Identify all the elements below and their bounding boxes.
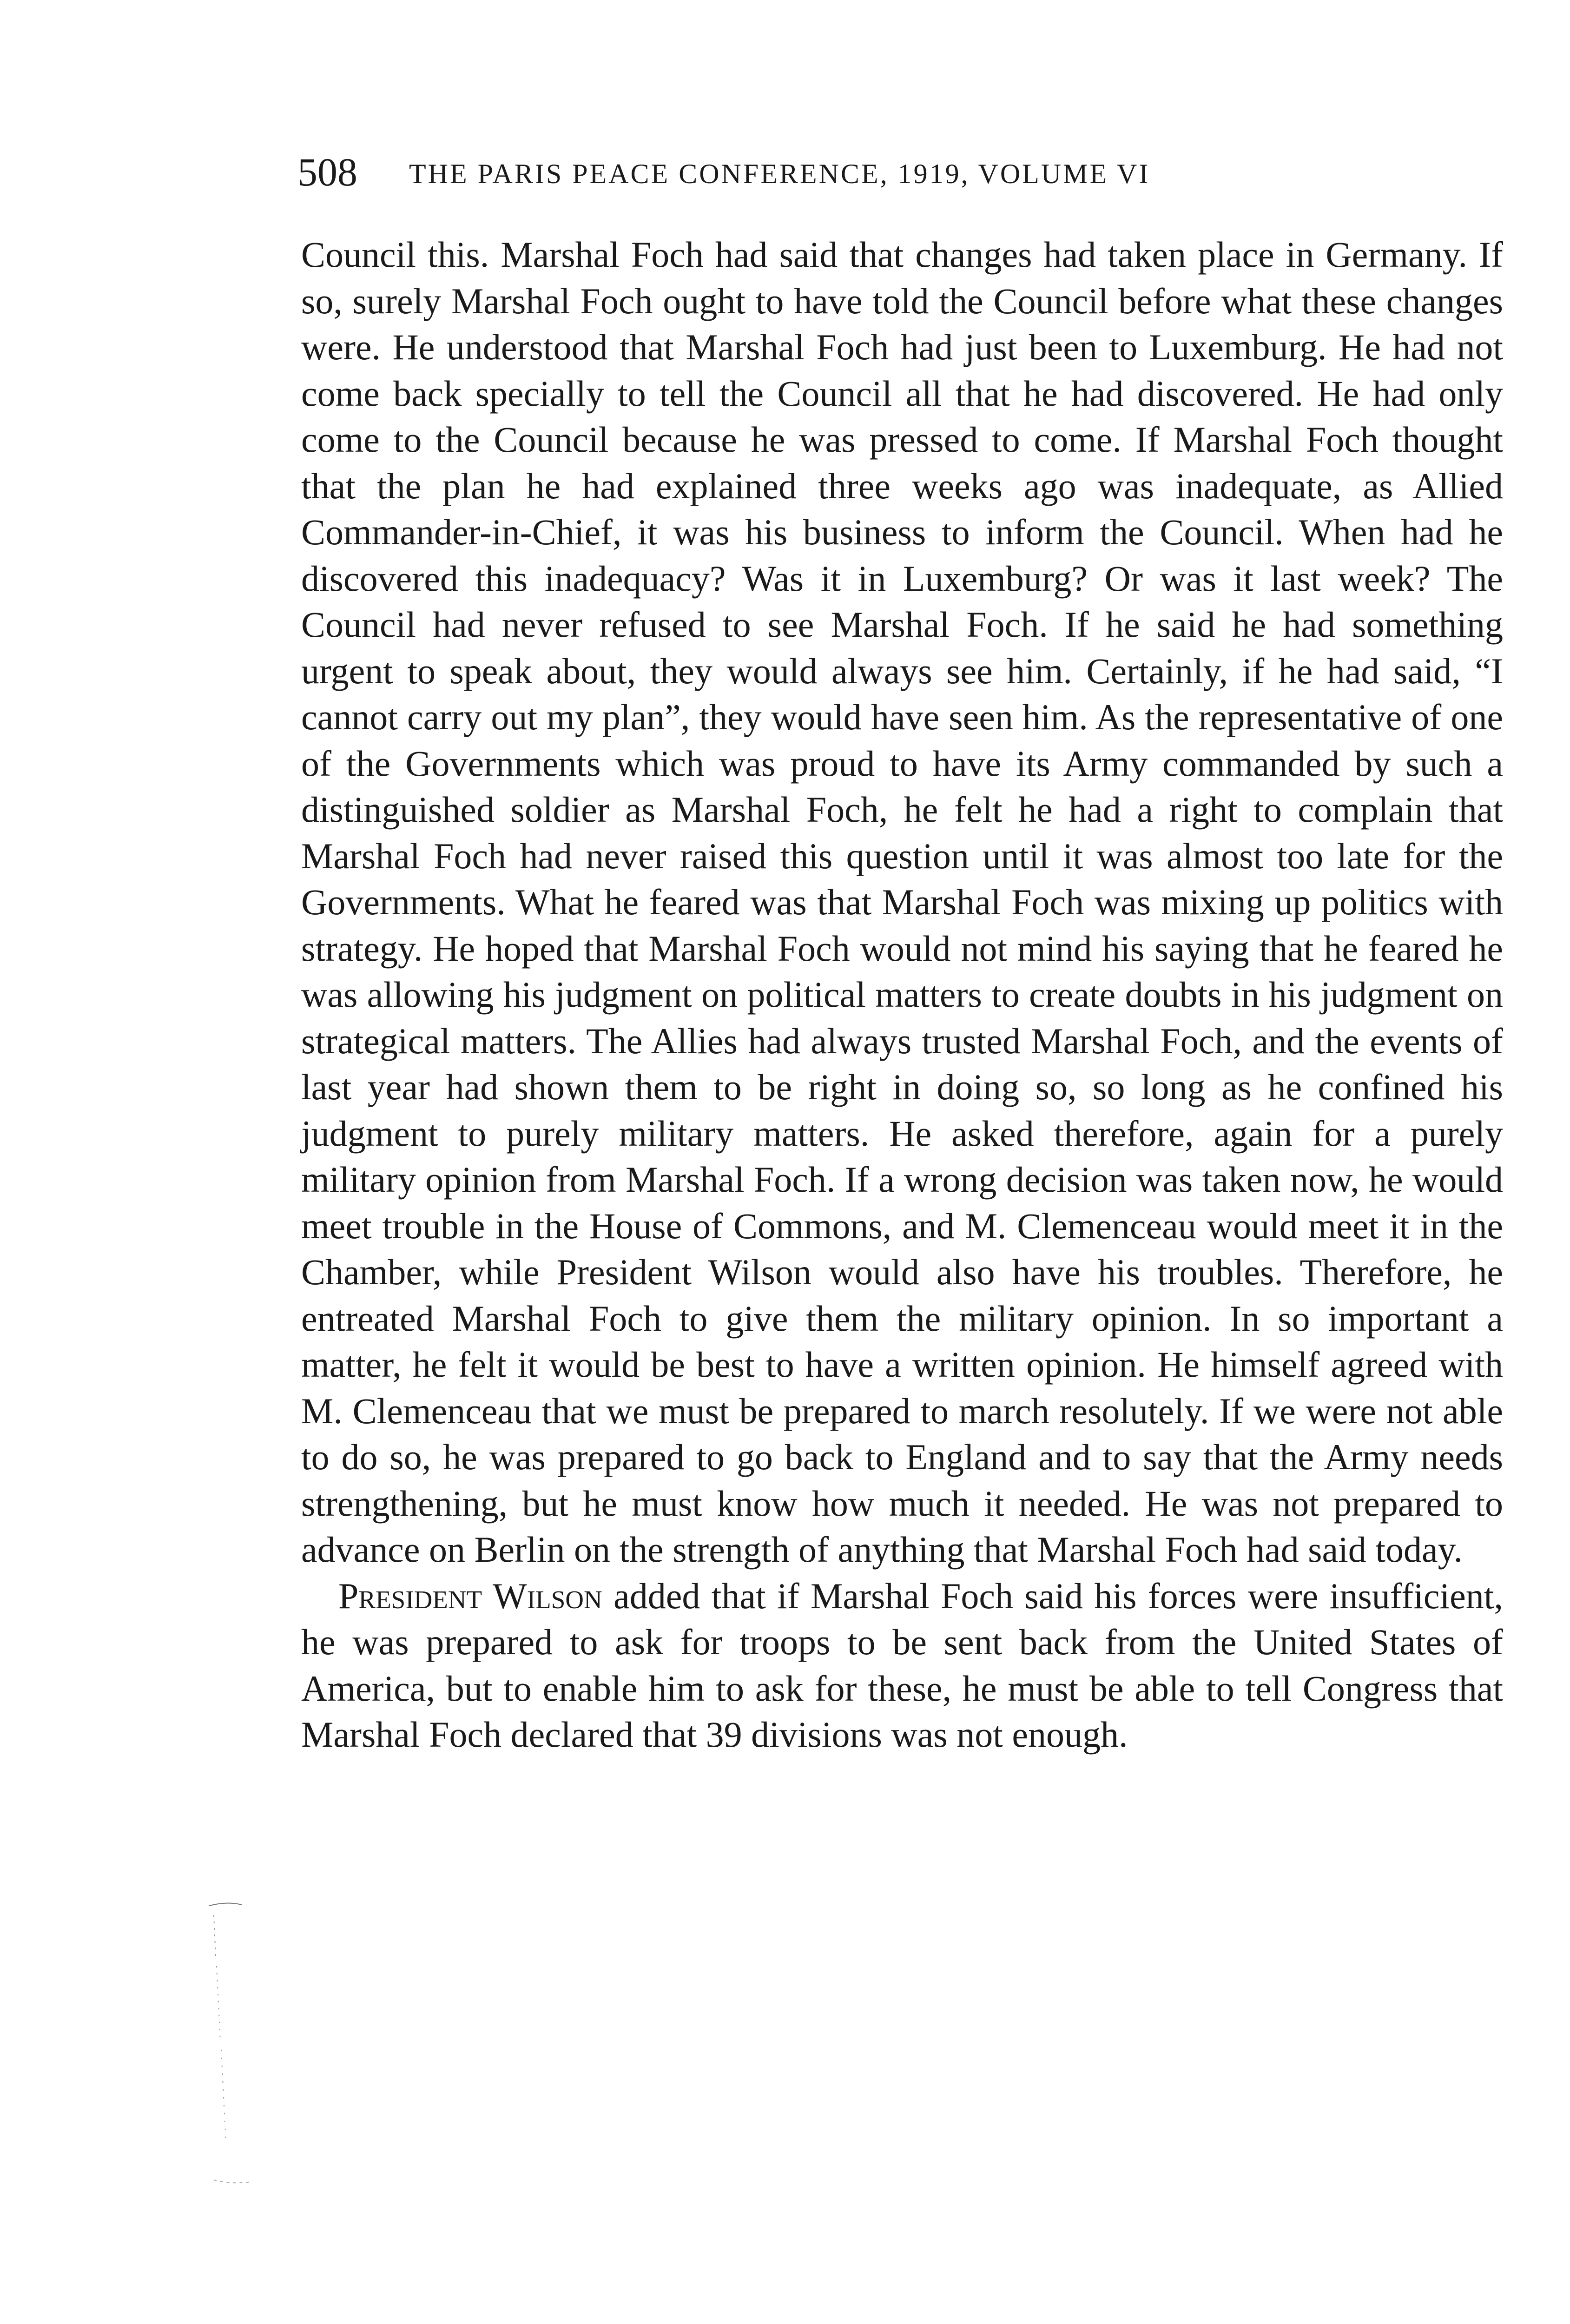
- speaker-name: President Wilson: [338, 1575, 602, 1616]
- body-text: [301, 231, 1503, 1758]
- running-header: [297, 149, 1520, 200]
- running-title: THE PARIS PEACE CONFERENCE, 1919, VOLUME VI: [409, 158, 1150, 189]
- paragraph-2: [301, 1573, 1503, 1758]
- page-number: 508: [297, 150, 357, 194]
- paragraph-2-text: added that if Marshal Foch said his forces were insufficient, he was prepared to ask for troops to be sent back from the United States of America, but to enable him to ask for these, he must be able to tell Congress that Marshal Foch declared that 39 divisions was not enough.: [301, 1575, 1503, 1755]
- paragraph-1: Council this. Marshal Foch had said that changes had taken place in Germany. If so, surely Marshal Foch ought to have told the Council before what these changes were. He understood that Marshal Foch had just been to Luxemburg. He had not come back specially to tell the Council all that he had discovered. He had only come to the Council because he was pressed to come. If Marshal Foch thought that the plan he had explained three weeks ago was inadequate, as Allied Commander-in-Chief, it was his business to inform the Council. When had he discovered this inadequacy? Was it in Luxemburg? Or was it last week? The Council had never refused to see Marshal Foch. If he said he had something urgent to speak about, they would always see him. Certainly, if he had said, “I cannot carry out my plan”, they would have seen him. As the representative of one of the Governments which was proud to have its Army commanded by such a distinguished soldier as Marshal Foch, he felt he had a right to complain that Marshal Foch had never raised this question until it was almost too late for the Governments. What he feared was that Marshal Foch was mixing up politics with strategy. He hoped that Marshal Foch would not mind his saying that he feared he was allowing his judgment on political matters to create doubts in his judgment on strategical matters. The Allies had always trusted Marshal Foch, and the events of last year had shown them to be right in doing so, so long as he confined his judgment to purely military matters. He asked therefore, again for a purely military opinion from Marshal Foch. If a wrong decision was taken now, he would meet trouble in the House of Commons, and M. Clemenceau would meet it in the Chamber, while President Wilson would also have his troubles. Therefore, he entreated Marshal Foch to give them the military opinion. In so important a matter, he felt it would be best to have a written opinion. He himself agreed with M. Clemenceau that we must be prepared to march resolutely. If we were not able to do so, he was prepared to go back to England and to say that the Army needs strengthening, but he must know how much it needed. He was not prepared to advance on Berlin on the strength of anything that Marshal Foch had said today.: [301, 234, 1503, 1570]
- margin-scan-mark: [200, 1901, 279, 2189]
